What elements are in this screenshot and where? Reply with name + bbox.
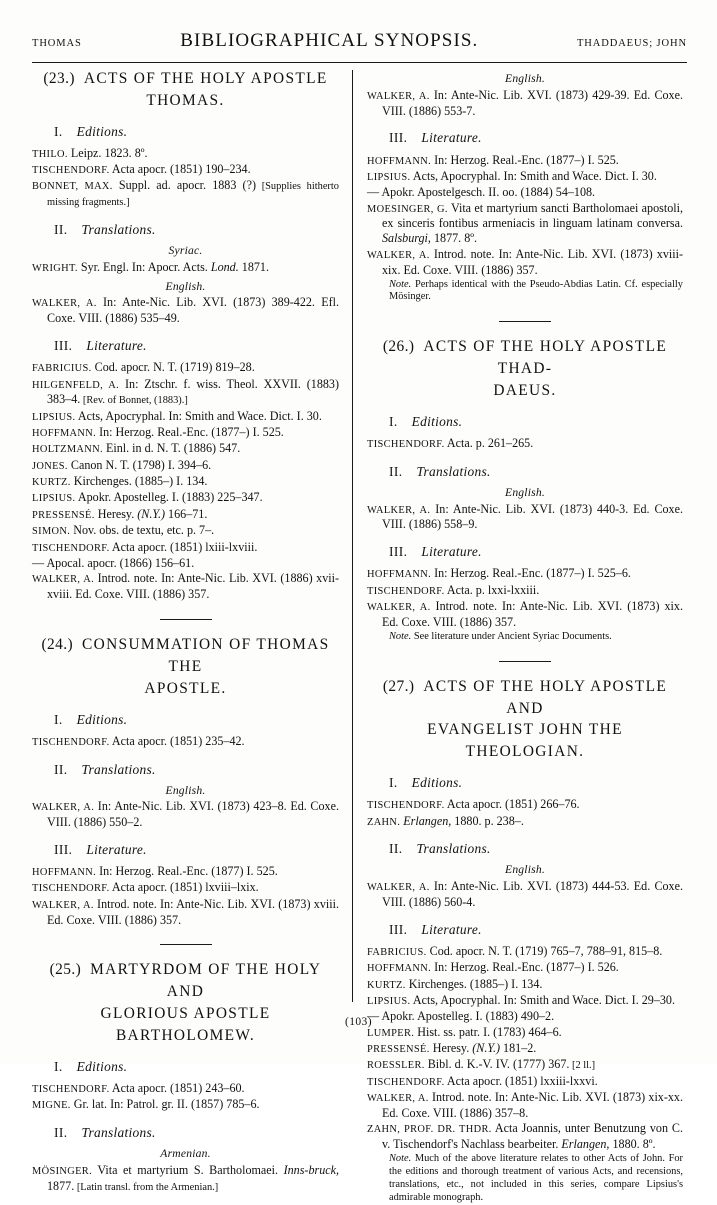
part-roman: III. <box>54 842 73 858</box>
language-label: English. <box>165 279 206 293</box>
part-roman: I. <box>54 1058 63 1074</box>
section-25-title-line1: MARTYRDOM OF THE HOLY AND <box>90 961 322 1001</box>
bib-entry: — Apokr. Apostelgesch. II. ᴏᴏ. (1884) 54–108. <box>367 185 596 200</box>
section-24-title-line1: CONSUMMATION OF THOMAS THE <box>82 636 330 675</box>
section-note: Note. Much of the above literature relates to other Acts of John. For the editions and thorough treatment of various Acts, and recensions, translations, etc., not included in this series, compare Lipsius's admirable monograph. <box>389 1153 683 1203</box>
part-name: Editions. <box>76 123 128 139</box>
part-name: Literature. <box>421 544 482 560</box>
section-24-title-line2: APOSTLE. <box>144 679 227 697</box>
part-name: Translations. <box>416 463 491 479</box>
bib-entry: HOFFMANN. In: Herzog. Real.-Enc. (1877–) I. 525–6. <box>367 566 631 581</box>
bib-entry: HOFFMANN. In: Herzog. Real.-Enc. (1877) I. 525. <box>32 864 278 879</box>
part-roman: II. <box>389 841 403 857</box>
section-27-part-literature <box>367 921 683 938</box>
bib-entry: MOESINGER, G. Vita et martyrium sancti Bartholomaei apostoli, ex sinceris fontibus armeniacis in linguam latinam conversa. Salsburgi, 1877. 8º. <box>367 200 683 246</box>
bib-entry: THILO. Leipz. 1823. 8º. <box>32 145 148 160</box>
running-head-left: THOMAS <box>32 38 82 49</box>
section-separator <box>499 321 551 322</box>
part-name: Literature. <box>86 338 147 354</box>
bib-entry: FABRICIUS. Cod. apocr. N. T. (1719) 819–28. <box>32 360 255 375</box>
part-name: Translations. <box>81 761 156 777</box>
part-roman: I. <box>389 413 398 429</box>
bib-entry: WALKER, A. Introd. note. In: Ante-Nic. Lib. XVI. (1873) xix. Ed. Coxe. VIII. (1886) 357. <box>367 599 683 629</box>
language-label: Syriac. <box>168 244 203 258</box>
bib-entry: TISCHENDORF. Acta apocr. (1851) lxviii–lxix. <box>32 880 259 895</box>
bib-entry: HOFFMANN. In: Herzog. Real.-Enc. (1877–) I. 525. <box>32 425 284 440</box>
section-27-title-line2: EVANGELIST JOHN THE THEOLOGIAN. <box>427 721 623 761</box>
part-roman: II. <box>54 761 68 777</box>
section-26-title-line2: DAEUS. <box>493 382 557 400</box>
part-roman: I. <box>54 711 63 727</box>
bib-entry: — Apocal. apocr. (1866) 156–61. <box>32 555 195 570</box>
section-24-title <box>32 634 339 700</box>
bib-entry: WALKER, A. In: Ante-Nic. Lib. XVI. (1873) 423–8. Ed. Coxe. VIII. (1886) 550–2. <box>32 799 339 830</box>
bib-entry: ZAHN, PROF. DR. THDR. Acta Joannis, unter Benutzung von C. v. Tischendorf's Nachlass bearbeiter. Erlangen, 1880. 8º. <box>367 1121 683 1152</box>
part-name: Editions. <box>76 1058 128 1074</box>
part-roman: II. <box>54 222 68 238</box>
bib-entry: LUMPER. Hist. ss. patr. I. (1783) 464–6. <box>367 1024 562 1039</box>
section-25-part-editions <box>32 1058 339 1075</box>
bib-entry: ROESSLER. Bibl. d. K.-V. IV. (1777) 367. [2 ll.] <box>367 1057 596 1072</box>
part-roman: I. <box>54 123 63 139</box>
part-roman: III. <box>389 921 408 937</box>
section-23-number: (23.) <box>43 70 75 87</box>
section-24-number: (24.) <box>41 636 73 654</box>
bib-entry: TISCHENDORF. Acta apocr. (1851) lxxiii-lxxvi. <box>367 1073 598 1088</box>
bib-entry: WALKER, A. Introd. note. In: Ante-Nic. Lib. XVI. (1873) xviii-xix. Ed. Coxe. VIII. (1886) 357. <box>367 246 683 277</box>
bib-entry: HOFFMANN. In: Herzog. Real.-Enc. (1877–) I. 525. <box>367 152 619 167</box>
bib-entry: MIGNE. Gr. lat. In: Patrol. gr. II. (1857) 785–6. <box>32 1097 260 1112</box>
page-number: (103) <box>345 1016 372 1028</box>
bib-entry: WALKER, A. In: Ante-Nic. Lib. XVI. (1873) 444-53. Ed. Coxe. VIII. (1886) 560-4. <box>367 879 683 909</box>
section-25-title-line2: GLORIOUS APOSTLE BARTHOLOMEW. <box>100 1005 271 1045</box>
bib-entry: WALKER, A. In: Ante-Nic. Lib. XVI. (1873) 429-39. Ed. Coxe. VIII. (1886) 553-7. <box>367 87 683 118</box>
section-24-part-editions <box>32 711 339 728</box>
section-27-number: (27.) <box>382 677 415 695</box>
bib-entry: TISCHENDORF. Acta. p. 261–265. <box>367 435 534 450</box>
running-head-title: BIBLIOGRAPHICAL SYNOPSIS. <box>180 30 479 51</box>
section-25-number: (25.) <box>49 961 82 979</box>
part-name: Editions. <box>411 413 463 429</box>
section-separator <box>160 944 212 945</box>
section-23-part-literature <box>32 337 339 354</box>
section-27-part-editions <box>367 774 683 791</box>
bib-entry: HOFFMANN. In: Herzog. Real.-Enc. (1877–) I. 526. <box>367 960 619 975</box>
bib-entry: KURTZ. Kirchenges. (1885–) I. 134. <box>367 976 543 991</box>
part-roman: II. <box>54 1125 68 1141</box>
part-roman: II. <box>389 463 403 479</box>
section-23-title <box>32 68 339 112</box>
bib-entry: LIPSIUS. Apokr. Apostelleg. I. (1883) 225–347. <box>32 490 263 505</box>
bib-entry: LIPSIUS. Acts, Apocryphal. In: Smith and Wace. Dict. I. 30. <box>367 168 657 183</box>
part-name: Editions. <box>76 711 128 727</box>
bib-entry: TISCHENDORF. Acta apocr. (1851) lxiii-lxviii. <box>32 539 258 554</box>
section-27 <box>367 676 683 764</box>
part-roman: III. <box>389 130 408 146</box>
bib-entry: WALKER, A. In: Ante-Nic. Lib. XVI. (1873) 440-3. Ed. Coxe. VIII. (1886) 558–9. <box>367 501 683 532</box>
bib-entry: TISCHENDORF. Acta apocr. (1851) 190–234. <box>32 162 251 177</box>
bib-entry: SIMON. Nov. obs. de textu, etc. p. 7–. <box>32 523 215 538</box>
part-roman: III. <box>54 338 73 354</box>
bib-entry: TISCHENDORF. Acta. p. lxxi-lxxiii. <box>367 582 540 597</box>
language-label: English. <box>165 783 206 797</box>
bib-entry: ZAHN. Erlangen, 1880. p. 238–. <box>367 813 524 828</box>
part-name: Literature. <box>86 842 147 858</box>
section-23-part-translations <box>32 221 339 238</box>
bib-entry: — Apokr. Apostelleg. I. (1883) 490–2. <box>367 1009 555 1024</box>
language-label: English. <box>505 485 545 499</box>
part-name: Translations. <box>416 841 491 857</box>
bib-entry: JONES. Canon N. T. (1798) I. 394–6. <box>32 457 212 472</box>
bib-entry: TISCHENDORF. Acta apocr. (1851) 243–60. <box>32 1081 245 1095</box>
section-26-part-literature <box>367 543 683 560</box>
part-name: Translations. <box>81 1125 156 1141</box>
language-label: English. <box>505 863 545 877</box>
section-separator <box>499 661 551 662</box>
section-25-part-translations <box>32 1124 339 1141</box>
bib-entry: HILGENFELD, A. In: Ztschr. f. wiss. Theol. XXVII. (1883) 383–4. [Rev. of Bonnet, (1883).] <box>32 376 340 407</box>
section-separator <box>160 619 212 620</box>
part-name: Literature. <box>421 921 482 937</box>
part-name: Editions. <box>411 775 463 791</box>
bib-entry: TISCHENDORF. Acta apocr. (1851) 235–42. <box>32 733 245 748</box>
bib-entry: LIPSIUS. Acts, Apocryphal. In: Smith and Wace. Dict. I. 29–30. <box>367 992 676 1007</box>
bib-entry: KURTZ. Kirchenges. (1885–) I. 134. <box>32 474 208 489</box>
part-name: Translations. <box>81 222 156 238</box>
section-27-title <box>367 676 683 764</box>
section-24-part-literature <box>32 841 339 858</box>
bib-entry: WRIGHT. Syr. Engl. In: Apocr. Acts. Lond. 1871. <box>32 259 269 274</box>
part-roman: I. <box>389 775 398 791</box>
bib-entry: BONNET, MAX. Suppl. ad. apocr. 1883 (?) [Supplies hitherto missing fragments.] <box>32 178 339 209</box>
section-25-part-literature <box>367 129 683 146</box>
section-23-title-line1: ACTS OF THE HOLY APOSTLE <box>83 70 328 87</box>
section-note: Note. See literature under Ancient Syriac Documents. <box>389 630 612 642</box>
bib-entry: MÖSINGER. Vita et martyrium S. Bartholomaei. Inns-bruck, 1877. [Latin transl. from the Armenian.] <box>32 1162 339 1193</box>
section-26-number: (26.) <box>382 338 415 356</box>
bib-entry: FABRICIUS. Cod. apocr. N. T. (1719) 765–7, 788–91, 815–8. <box>367 943 663 958</box>
part-name: Literature. <box>421 130 482 146</box>
language-label: English. <box>505 72 545 85</box>
section-note: Note. Perhaps identical with the Pseudo-Abdias Latin. Cf. especially Mösinger. <box>389 278 683 303</box>
section-26-title-line1: ACTS OF THE HOLY APOSTLE THAD- <box>423 338 668 378</box>
section-26 <box>367 336 683 402</box>
section-23 <box>32 68 339 112</box>
bib-entry: WALKER, A. In: Ante-Nic. Lib. XVI. (1873) 389-422. Efl. Coxe. VIII. (1886) 535–49. <box>32 295 339 326</box>
section-27-part-translations <box>367 840 683 857</box>
language-label: Armenian. <box>160 1147 211 1161</box>
section-24-part-translations <box>32 761 339 778</box>
bib-entry: PRESSENSÉ. Heresy. (N.Y.) 181–2. <box>367 1041 537 1056</box>
running-head <box>32 30 687 56</box>
section-26-part-translations <box>367 463 683 480</box>
bib-entry: WALKER, A. Introd. note. In: Ante-Nic. Lib. XVI. (1873) xviii. Ed. Coxe. VIII. (1886) 357. <box>32 896 339 927</box>
section-26-part-editions <box>367 413 683 430</box>
section-25-title <box>32 959 339 1047</box>
bib-entry: HOLTZMANN. Einl. in d. N. T. (1886) 547. <box>32 441 241 456</box>
section-23-part-editions <box>32 123 339 140</box>
section-23-title-line2: THOMAS. <box>146 91 225 109</box>
bib-entry: PRESSENSÉ. Heresy. (N.Y.) 166–71. <box>32 506 208 521</box>
section-27-title-line1: ACTS OF THE HOLY APOSTLE AND <box>423 677 668 717</box>
section-24 <box>32 634 339 700</box>
running-head-right: THADDAEUS; JOHN <box>576 38 687 49</box>
bib-entry: TISCHENDORF. Acta apocr. (1851) 266–76. <box>367 797 580 812</box>
bib-entry: WALKER, A. Introd. note. In: Ante-Nic. Lib. XVI. (1873) xix-xx. Ed. Coxe. VIII. (1886) 357–8. <box>367 1090 684 1120</box>
column-left <box>32 68 352 1193</box>
bib-entry: LIPSIUS. Acts, Apocryphal. In: Smith and Wace. Dict. I. 30. <box>32 408 322 423</box>
part-roman: III. <box>389 544 408 560</box>
bib-entry: WALKER, A. Introd. note. In: Ante-Nic. Lib. XVI. (1886) xvii-xviii. Ed. Coxe. VIII. (1886) 357. <box>32 571 339 602</box>
header-rule <box>32 62 687 63</box>
section-26-title <box>367 336 683 402</box>
section-25 <box>32 959 339 1047</box>
